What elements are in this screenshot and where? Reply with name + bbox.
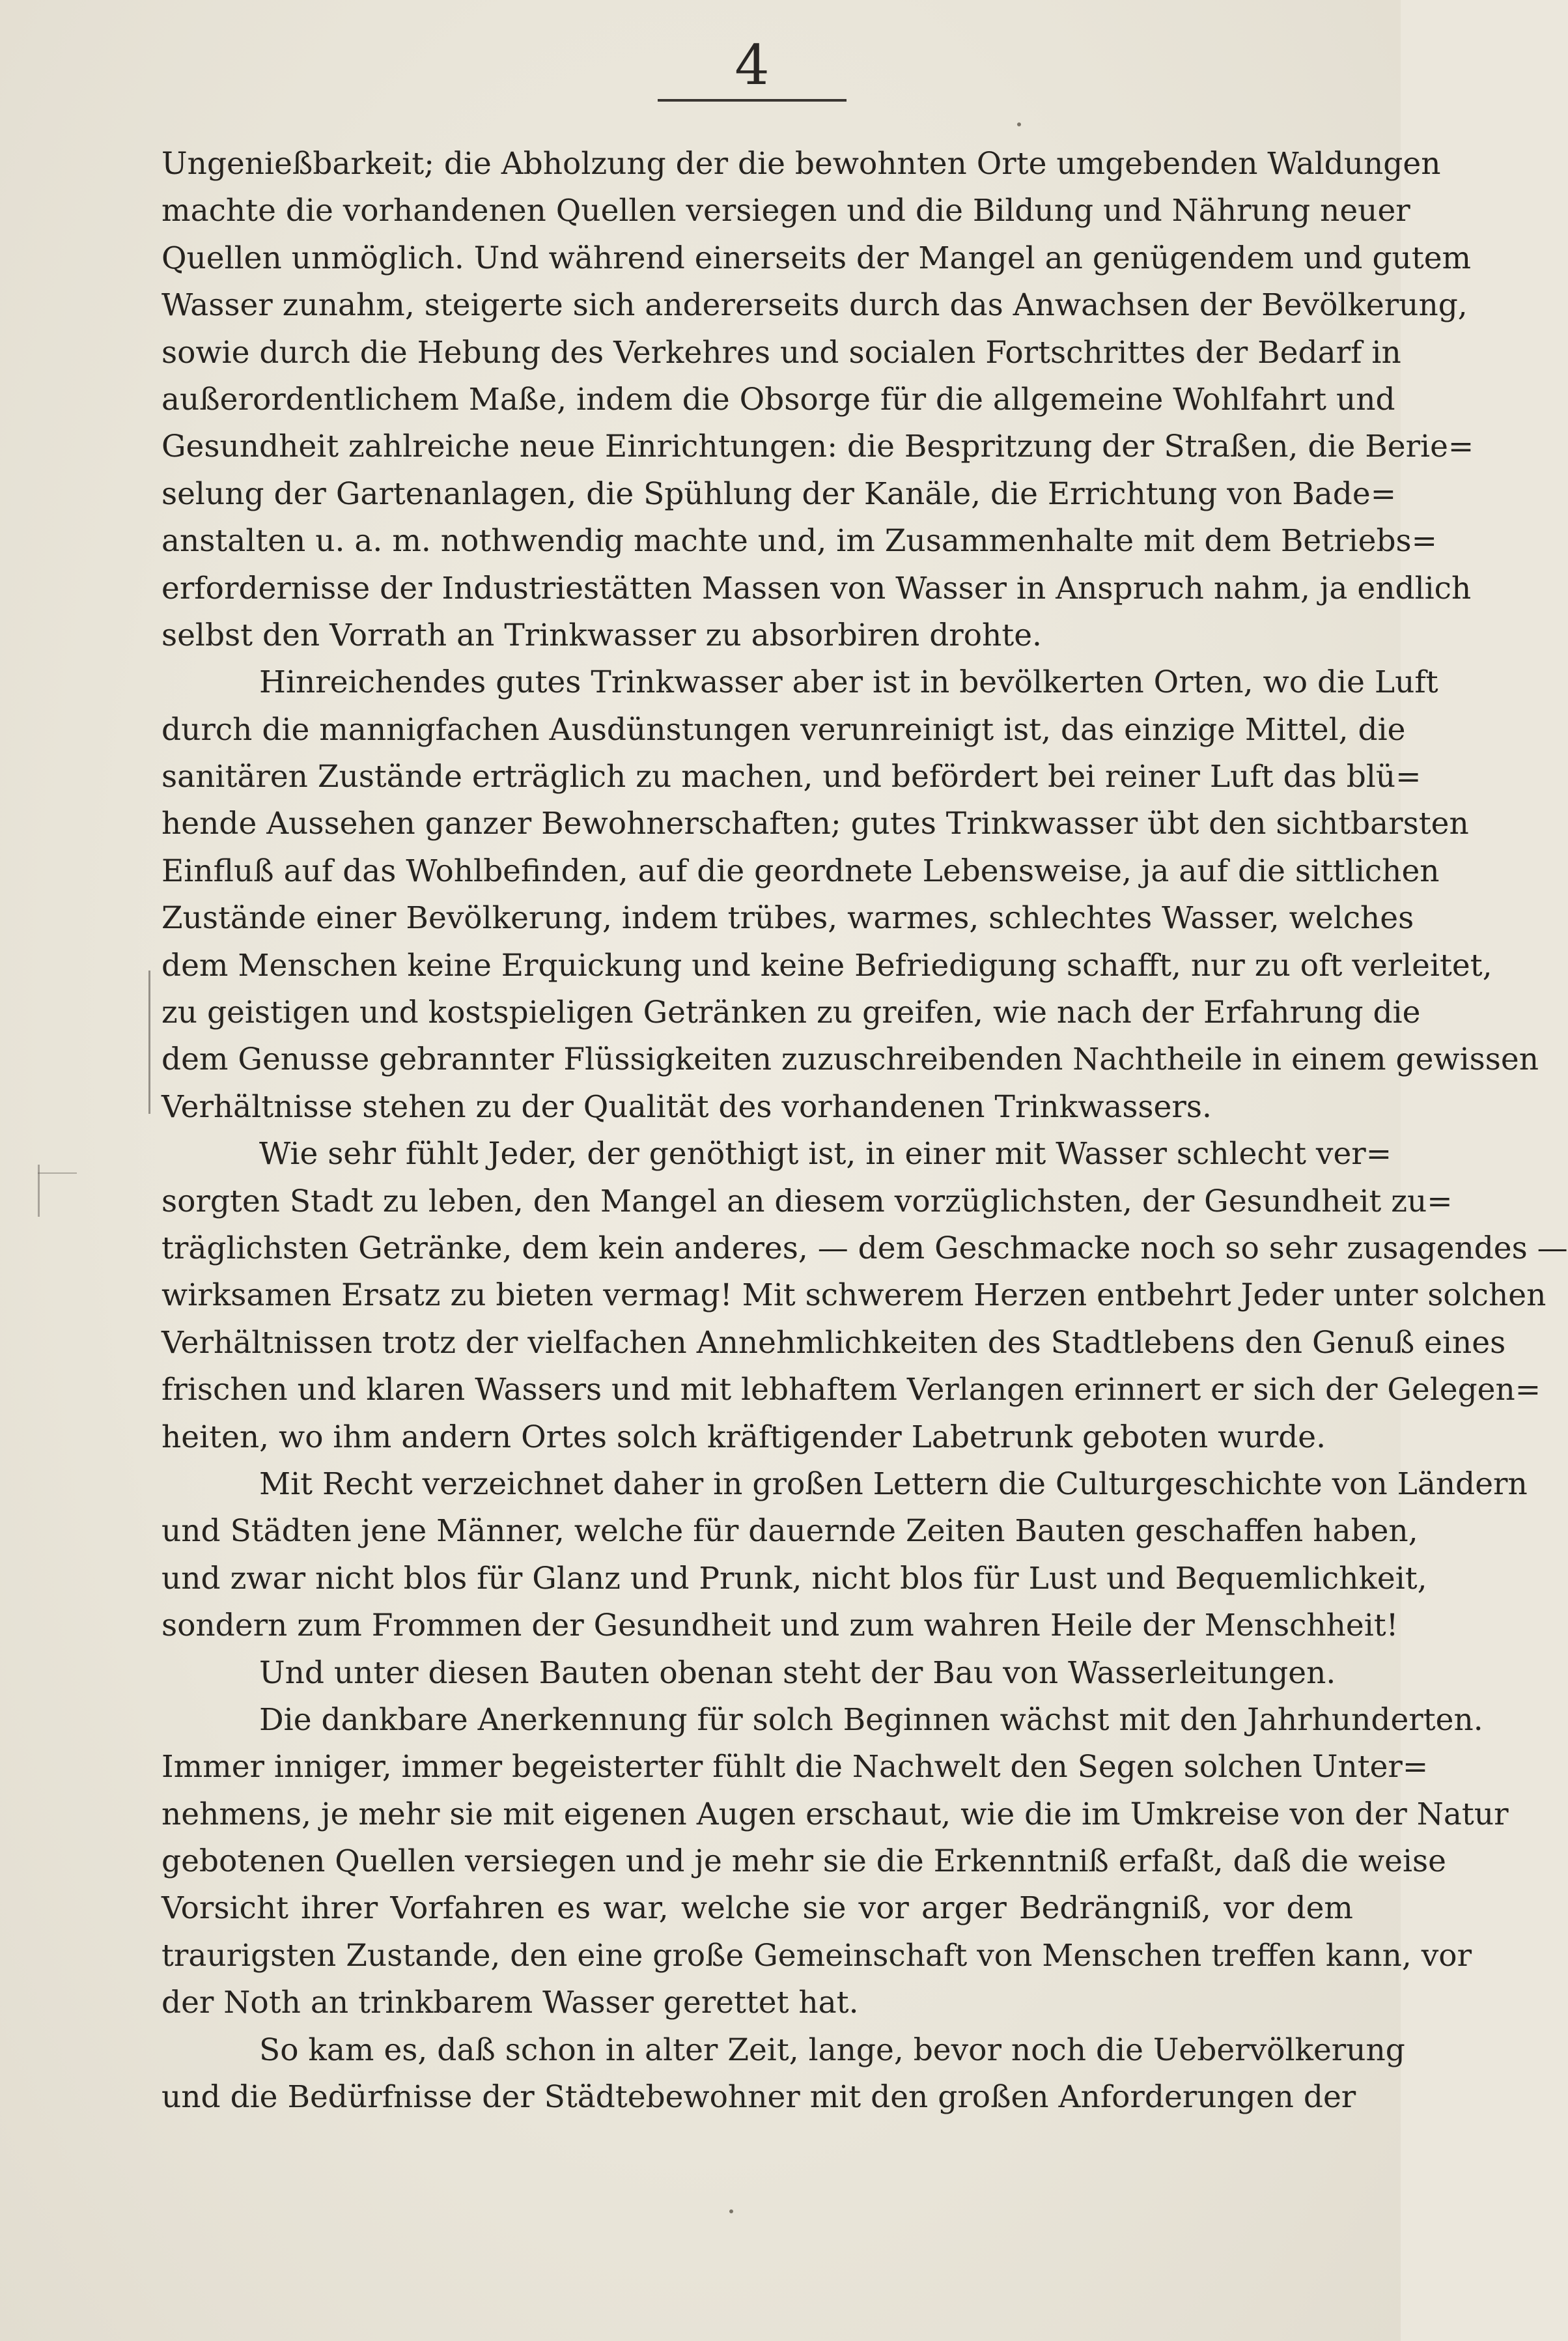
text-line: Einfluß auf das Wohlbefinden, auf die geordnete Lebensweise, ja auf die sittlichen bbox=[161, 853, 1440, 889]
text-line: Wie sehr fühlt Jeder, der genöthigt ist, in einer mit Wasser schlecht ver= bbox=[259, 1136, 1392, 1172]
text-line: hende Aussehen ganzer Bewohnerschaften; gutes Trinkwasser übt den sichtbarsten bbox=[161, 806, 1469, 842]
text-line: und zwar nicht blos für Glanz und Prunk, nicht blos für Lust und Bequemlichkeit, bbox=[161, 1560, 1427, 1596]
text-line: dem Genusse gebrannter Flüssigkeiten zuzuschreibenden Nachtheile in einem gewissen bbox=[161, 1042, 1539, 1078]
text-line: Gesundheit zahlreiche neue Einrichtungen: die Bespritzung der Straßen, die Berie= bbox=[161, 429, 1474, 465]
text-line: Vorsicht ihrer Vorfahren es war, welche sie vor arger Bedrängniß, vor dem bbox=[161, 1890, 1353, 1927]
text-line: wirksamen Ersatz zu bieten vermag! Mit schwerem Herzen entbehrt Jeder unter solchen bbox=[161, 1277, 1547, 1314]
text-line: Und unter diesen Bauten obenan steht der Bau von Wasserleitungen. bbox=[259, 1654, 1336, 1691]
text-line: träglichsten Getränke, dem kein anderes, — dem Geschmacke noch so sehr zusagendes — bbox=[161, 1230, 1568, 1266]
text-line: erfordernisse der Industriestätten Massen von Wasser in Anspruch nahm, ja endlich bbox=[161, 570, 1472, 606]
text-line: Wasser zunahm, steigerte sich andererseits durch das Anwachsen der Bevölkerung, bbox=[161, 287, 1468, 324]
text-line: nehmens, je mehr sie mit eigenen Augen erschaut, wie die im Umkreise von der Natur bbox=[161, 1796, 1509, 1832]
text-line: Zustände einer Bevölkerung, indem trübes, warmes, schlechtes Wasser, welches bbox=[161, 900, 1414, 937]
text-line: durch die mannigfachen Ausdünstungen verunreinigt ist, das einzige Mittel, die bbox=[161, 711, 1406, 748]
text-line: dem Menschen keine Erquickung und keine Befriedigung schafft, nur zu oft verleitet, bbox=[161, 947, 1492, 984]
text-line: außerordentlichem Maße, indem die Obsorge für die allgemeine Wohlfahrt und bbox=[161, 381, 1395, 418]
text-line: und Städten jene Männer, welche für dauernde Zeiten Bauten geschaffen haben, bbox=[161, 1513, 1418, 1550]
page-number-rule bbox=[658, 99, 847, 102]
text-line: Verhältnissen trotz der vielfachen Annehmlichkeiten des Stadtlebens den Genuß eines bbox=[161, 1324, 1506, 1361]
text-line: sorgten Stadt zu leben, den Mangel an diesem vorzüglichsten, der Gesundheit zu= bbox=[161, 1183, 1453, 1219]
text-line: frischen und klaren Wassers und mit lebhaftem Verlangen erinnert er sich der Gelegen= bbox=[161, 1372, 1541, 1408]
margin-pencil-mark bbox=[38, 1172, 77, 1174]
text-line: Verhältnisse stehen zu der Qualität des vorhandenen Trinkwassers. bbox=[161, 1088, 1212, 1125]
paper-speck bbox=[729, 2209, 733, 2213]
text-line: gebotenen Quellen versiegen und je mehr sie die Erkenntniß erfaßt, daß die weise bbox=[161, 1843, 1446, 1880]
text-line: sondern zum Frommen der Gesundheit und zum wahren Heile der Menschheit! bbox=[161, 1608, 1399, 1644]
text-line: selbst den Vorrath an Trinkwasser zu absorbiren drohte. bbox=[161, 617, 1042, 653]
text-line: zu geistigen und kostspieligen Getränken zu greifen, wie nach der Erfahrung die bbox=[161, 995, 1421, 1031]
page-number: 4 bbox=[735, 33, 770, 97]
text-line: Quellen unmöglich. Und während einerseits der Mangel an genügendem und gutem bbox=[161, 240, 1472, 276]
margin-pencil-mark bbox=[148, 971, 150, 1114]
text-line: anstalten u. a. m. nothwendig machte und, im Zusammenhalte mit dem Betriebs= bbox=[161, 523, 1438, 560]
body-text bbox=[161, 141, 1568, 2121]
text-line: sowie durch die Hebung des Verkehres und socialen Fortschrittes der Bedarf in bbox=[161, 334, 1401, 371]
text-line: Ungenießbarkeit; die Abholzung der die bewohnten Orte umgebenden Waldungen bbox=[161, 146, 1441, 182]
text-line: Mit Recht verzeichnet daher in großen Lettern die Culturgeschichte von Ländern bbox=[259, 1466, 1528, 1502]
text-line: So kam es, daß schon in alter Zeit, lange, bevor noch die Uebervölkerung bbox=[259, 2032, 1405, 2068]
paper-speck bbox=[1017, 122, 1021, 126]
text-line: Hinreichendes gutes Trinkwasser aber ist in bevölkerten Orten, wo die Luft bbox=[259, 664, 1438, 701]
text-line: sanitären Zustände erträglich zu machen, und befördert bei reiner Luft das blü= bbox=[161, 759, 1421, 795]
text-line: heiten, wo ihm andern Ortes solch kräftigender Labetrunk geboten wurde. bbox=[161, 1419, 1326, 1455]
text-line: traurigsten Zustande, den eine große Gemeinschaft von Menschen treffen kann, vor bbox=[161, 1937, 1472, 1974]
text-line: und die Bedürfnisse der Städtebewohner mit den großen Anforderungen der bbox=[161, 2079, 1356, 2116]
text-line: selung der Gartenanlagen, die Spühlung der Kanäle, die Errichtung von Bade= bbox=[161, 475, 1397, 512]
text-line: der Noth an trinkbarem Wasser gerettet hat. bbox=[161, 1985, 859, 2021]
text-line: Immer inniger, immer begeisterter fühlt die Nachwelt den Segen solchen Unter= bbox=[161, 1749, 1429, 1785]
text-line: Die dankbare Anerkennung für solch Beginnen wächst mit den Jahrhunderten. bbox=[259, 1701, 1483, 1738]
text-line: machte die vorhandenen Quellen versiegen und die Bildung und Nährung neuer bbox=[161, 193, 1410, 229]
